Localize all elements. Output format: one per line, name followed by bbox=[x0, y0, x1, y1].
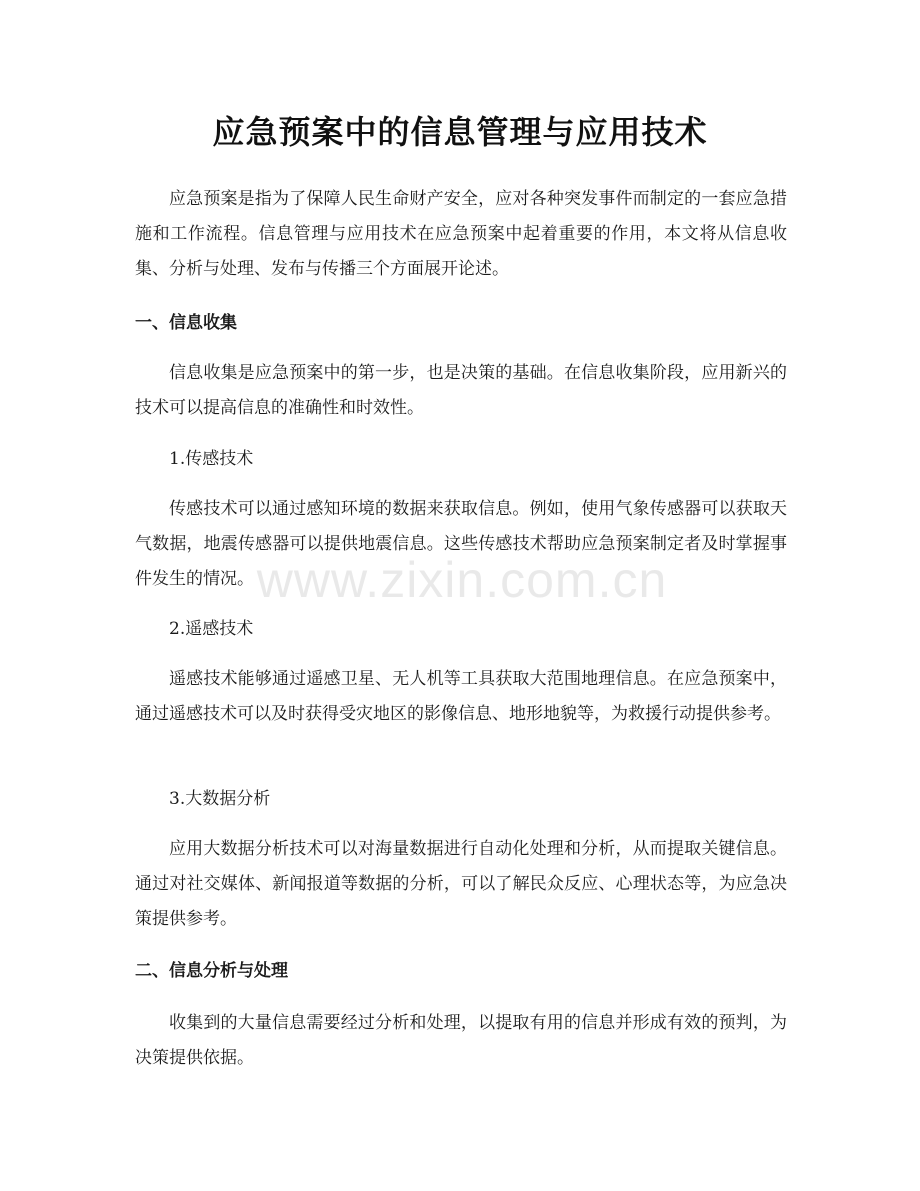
document-title: 应急预案中的信息管理与应用技术 bbox=[212, 113, 708, 151]
section2-intro-paragraph: 收集到的大量信息需要经过分析和处理，以提取有用的信息并形成有效的预判，为决策提供依据。 bbox=[135, 1013, 787, 1068]
section1-heading: 一、信息收集 bbox=[135, 313, 237, 333]
subsection-title-remote-sensing: 2.遥感技术 bbox=[169, 619, 254, 639]
subsection-title-big-data: 3.大数据分析 bbox=[169, 789, 271, 809]
section2-heading: 二、信息分析与处理 bbox=[135, 961, 288, 981]
section1-intro-paragraph: 信息收集是应急预案中的第一步，也是决策的基础。在信息收集阶段，应用新兴的技术可以提高信息的准确性和时效性。 bbox=[135, 363, 787, 418]
subsection-body-remote-sensing: 遥感技术能够通过遥感卫星、无人机等工具获取大范围地理信息。在应急预案中，通过遥感技术可以及时获得受灾地区的影像信息、地形地貌等，为救援行动提供参考。 bbox=[135, 669, 787, 724]
watermark: www.zixin.com.cn bbox=[256, 552, 668, 608]
intro-paragraph: 应急预案是指为了保障人民生命财产安全，应对各种突发事件而制定的一套应急措施和工作流程。信息管理与应用技术在应急预案中起着重要的作用，本文将从信息收集、分析与处理、发布与传播三个方面展开论述。 bbox=[135, 189, 787, 279]
subsection-body-sensing: 传感技术可以通过感知环境的数据来获取信息。例如，使用气象传感器可以获取天气数据，地震传感器可以提供地震信息。这些传感技术帮助应急预案制定者及时掌握事件发生的情况。 bbox=[135, 499, 787, 589]
subsection-title-sensing: 1.传感技术 bbox=[169, 449, 254, 469]
subsection-body-big-data: 应用大数据分析技术可以对海量数据进行自动化处理和分析，从而提取关键信息。通过对社交媒体、新闻报道等数据的分析，可以了解民众反应、心理状态等，为应急决策提供参考。 bbox=[135, 839, 787, 929]
